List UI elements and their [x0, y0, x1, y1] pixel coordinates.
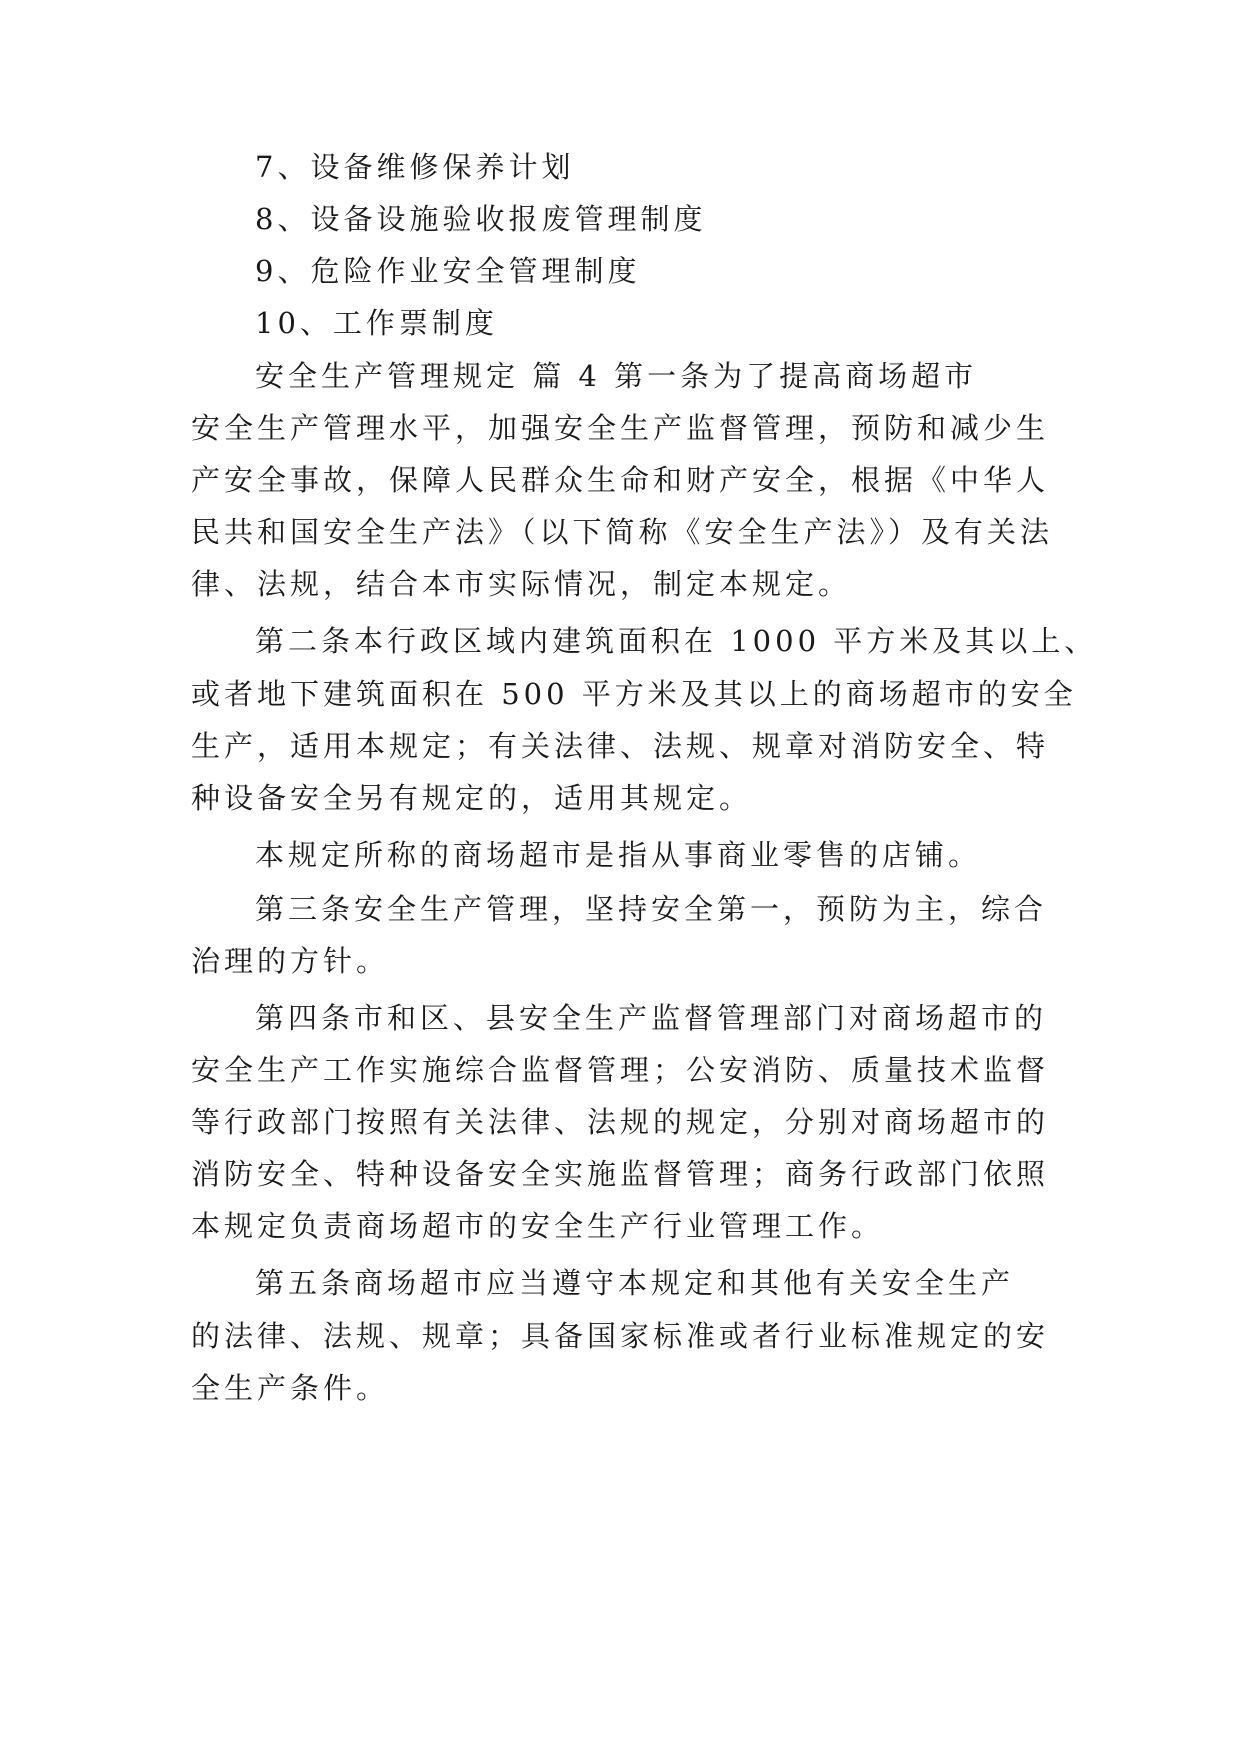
paragraph-line: 生产，适用本规定；有关法律、法规、规章对消防安全、特	[191, 729, 1050, 763]
paragraph-line: 第五条商场超市应当遵守本规定和其他有关安全生产	[255, 1266, 1015, 1300]
paragraph-line: 安全生产工作实施综合监督管理；公安消防、质量技术监督	[191, 1053, 1050, 1087]
paragraph-line: 第二条本行政区域内建筑面积在 1000 平方米及其以上、	[255, 624, 1098, 658]
paragraph-line: 民共和国安全生产法》（以下简称《安全生产法》）及有关法	[191, 515, 1054, 549]
paragraph-line: 等行政部门按照有关法律、法规的规定，分别对商场超市的	[191, 1105, 1050, 1139]
list-item: 10、工作票制度	[255, 306, 498, 340]
paragraph-line: 第三条安全生产管理，坚持安全第一，预防为主，综合	[255, 892, 1048, 926]
paragraph-line: 第四条市和区、县安全生产监督管理部门对商场超市的	[255, 1001, 1048, 1035]
paragraph-line: 的法律、法规、规章；具备国家标准或者行业标准规定的安	[191, 1319, 1050, 1353]
paragraph-line: 律、法规，结合本市实际情况，制定本规定。	[191, 567, 852, 601]
paragraph-line: 治理的方针。	[191, 944, 390, 978]
list-item: 7、设备维修保养计划	[255, 150, 575, 184]
paragraph-line: 消防安全、特种设备安全实施监督管理；商务行政部门依照	[191, 1157, 1050, 1191]
paragraph-line: 产安全事故，保障人民群众生命和财产安全，根据《中华人	[191, 463, 1050, 497]
paragraph-line: 安全生产管理水平，加强安全生产监督管理，预防和减少生	[191, 411, 1050, 445]
list-item: 9、危险作业安全管理制度	[255, 254, 641, 288]
list-item: 8、设备设施验收报废管理制度	[255, 202, 707, 236]
paragraph-line: 安全生产管理规定 篇 4 第一条为了提高商场超市	[255, 359, 978, 393]
paragraph-line: 种设备安全另有规定的，适用其规定。	[191, 781, 753, 815]
paragraph-line: 本规定所称的商场超市是指从事商业零售的店铺。	[255, 838, 982, 872]
paragraph-line: 或者地下建筑面积在 500 平方米及其以上的商场超市的安全	[191, 677, 1077, 711]
paragraph-line: 本规定负责商场超市的安全生产行业管理工作。	[191, 1209, 885, 1243]
paragraph-line: 全生产条件。	[191, 1371, 390, 1405]
